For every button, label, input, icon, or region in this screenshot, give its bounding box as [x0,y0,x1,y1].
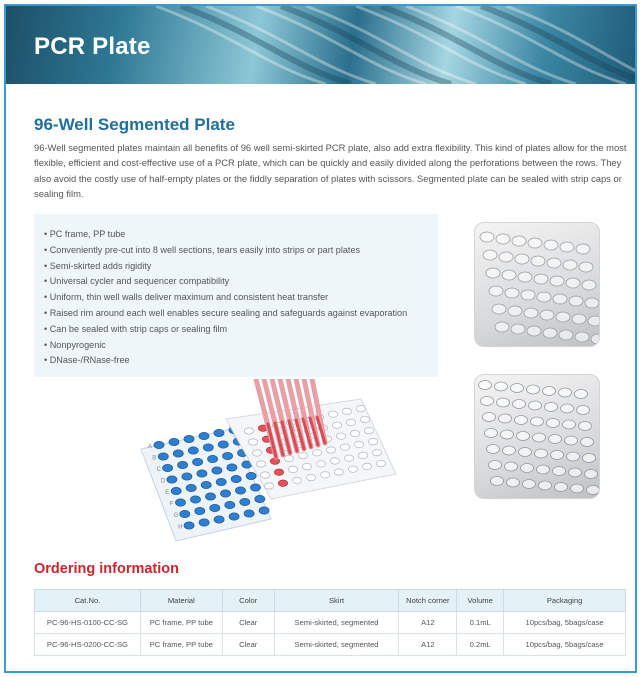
feature-item: • DNase-/RNase-free [44,353,407,369]
column-header: Skirt [274,590,399,612]
cell-packaging: 10pcs/bag, 5bags/case [504,634,626,656]
product-photo-strips [474,374,600,499]
cell-color: Clear [222,634,274,656]
page-title: PCR Plate [34,33,151,60]
ordering-title: Ordering information [34,561,179,577]
feature-item: • Semi-skirted adds rigidity [44,259,407,275]
column-header: Packaging [504,590,626,612]
cell-notch-corner: A12 [399,612,457,634]
section-title: 96-Well Segmented Plate [34,115,235,134]
feature-item: • Raised rim around each well enables secure sealing and safeguards against evaporation [44,306,407,322]
cell-color: Clear [222,612,274,634]
feature-item: • Uniform, thin well walls deliver maximum and consistent heat transfer [44,290,407,306]
feature-item: • Nonpyrogenic [44,338,407,354]
plate-row-letter: H [178,524,183,531]
column-header: Color [222,590,274,612]
feature-item: • PC frame, PP tube [44,227,407,243]
cell-cat-no: PC-96-HS-0100-CC-SG [35,612,141,634]
plate-row-letter: B [152,455,157,462]
table-header-row [35,590,626,612]
feature-item: • Can be sealed with strip caps or sealing film [44,322,407,338]
plate-row-letter: A [148,444,153,450]
plate-row-letter: D [160,478,166,485]
page-frame [4,4,637,673]
cell-material: PC frame, PP tube [140,612,222,634]
cell-cat-no: PC-96-HS-0200-CC-SG [35,634,141,656]
column-header: Volume [457,590,504,612]
feature-box [34,214,438,377]
product-description: 96-Well segmented plates maintain all benefits of 96 well semi-skirted PCR plate, also add extra flexibility. This kind of plates allow for the most flexible, efficient and cost-effective use of a PCR plate, which can be quickly and easily divided along the perforations between the rows. They also avoid the costly use of half-empty plates or the fiddly separation of plates with scissors. Segmented plate can be sealed with strip caps or sealing film. [34,142,627,200]
plate-row-letter: E [165,490,170,496]
cell-packaging: 10pcs/bag, 5bags/case [504,612,626,634]
plate-illustration [131,379,401,541]
column-header: Cat.No. [35,590,141,612]
column-header: Notch corner [399,590,457,612]
ordering-table [34,589,626,656]
plate-row-letter: C [156,467,161,473]
feature-list [44,227,407,369]
cell-notch-corner: A12 [399,634,457,656]
table-row [35,634,626,656]
feature-item: • Conveniently pre-cut into 8 well sections, tears easily into strips or part plates [44,243,407,259]
table-row [35,612,626,634]
cell-skirt: Semi-skirted, segmented [274,612,399,634]
cell-volume: 0.1mL [457,612,504,634]
plate-row-letter: F [169,501,174,508]
header-banner [6,6,635,84]
column-header: Material [140,590,222,612]
cell-volume: 0.2mL [457,634,504,656]
plate-row-letter: G [173,513,179,519]
product-photo-closeup [474,222,600,347]
feature-item: • Universal cycler and sequencer compatibility [44,274,407,290]
cell-material: PC frame, PP tube [140,634,222,656]
cell-skirt: Semi-skirted, segmented [274,634,399,656]
